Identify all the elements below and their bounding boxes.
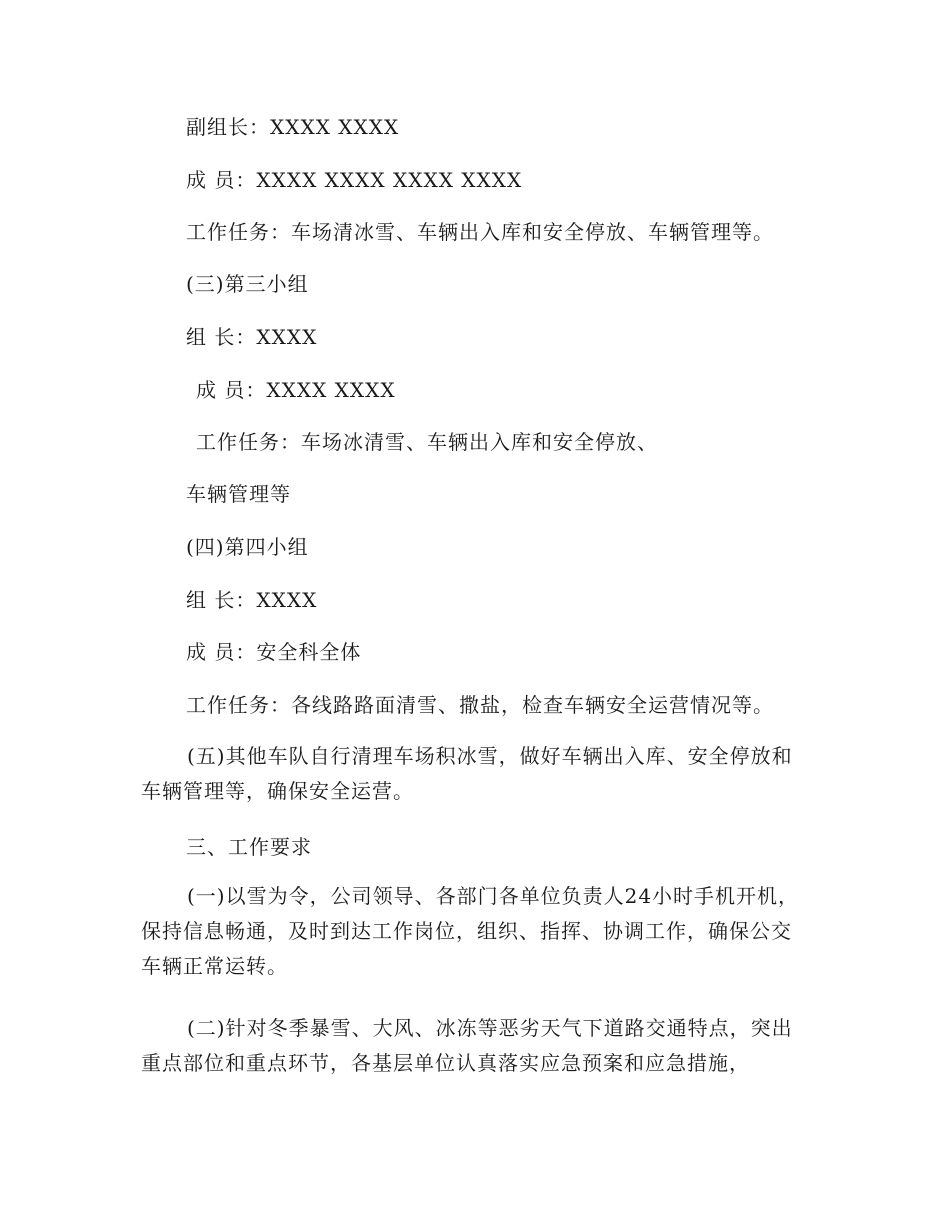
task-line: 工作任务：车场清冰雪、车辆出入库和安全停放、车辆管理等。	[186, 220, 774, 244]
task-4-line: 工作任务：各线路路面清雪、撒盐，检查车辆安全运营情况等。	[186, 693, 774, 717]
group-4-heading: (四)第四小组	[186, 535, 309, 559]
group-3-heading: (三)第三小组	[186, 272, 309, 296]
section-3-heading: 三、工作要求	[186, 835, 312, 859]
leader-3-line: 组 长：XXXX	[186, 325, 318, 349]
members-line: 成 员：XXXX XXXX XXXX XXXX	[186, 168, 523, 192]
vice-leader-line: 副组长：XXXX XXXX	[186, 115, 400, 139]
leader-4-line: 组 长：XXXX	[186, 588, 318, 612]
task-3-line-part1: 工作任务：车场冰清雪、车辆出入库和安全停放、	[196, 430, 658, 454]
item-5-paragraph: (五)其他车队自行清理车场积冰雪，做好车辆出入库、安全停放和车辆管理等，确保安全运营。	[141, 744, 793, 803]
requirement-1-paragraph: (一)以雪为令，公司领导、各部门各单位负责人24小时手机开机，保持信息畅通，及时到达工作岗位，组织、指挥、协调工作，确保公交车辆正常运转。	[141, 884, 800, 978]
requirement-2-paragraph: (二)针对冬季暴雪、大风、冰冻等恶劣天气下道路交通特点，突出重点部位和重点环节，各基层单位认真落实应急预案和应急措施，	[141, 1016, 793, 1075]
members-4-line: 成 员：安全科全体	[186, 640, 362, 664]
task-3-line-part2: 车辆管理等	[186, 482, 291, 506]
members-3-line: 成 员：XXXX XXXX	[196, 378, 396, 402]
